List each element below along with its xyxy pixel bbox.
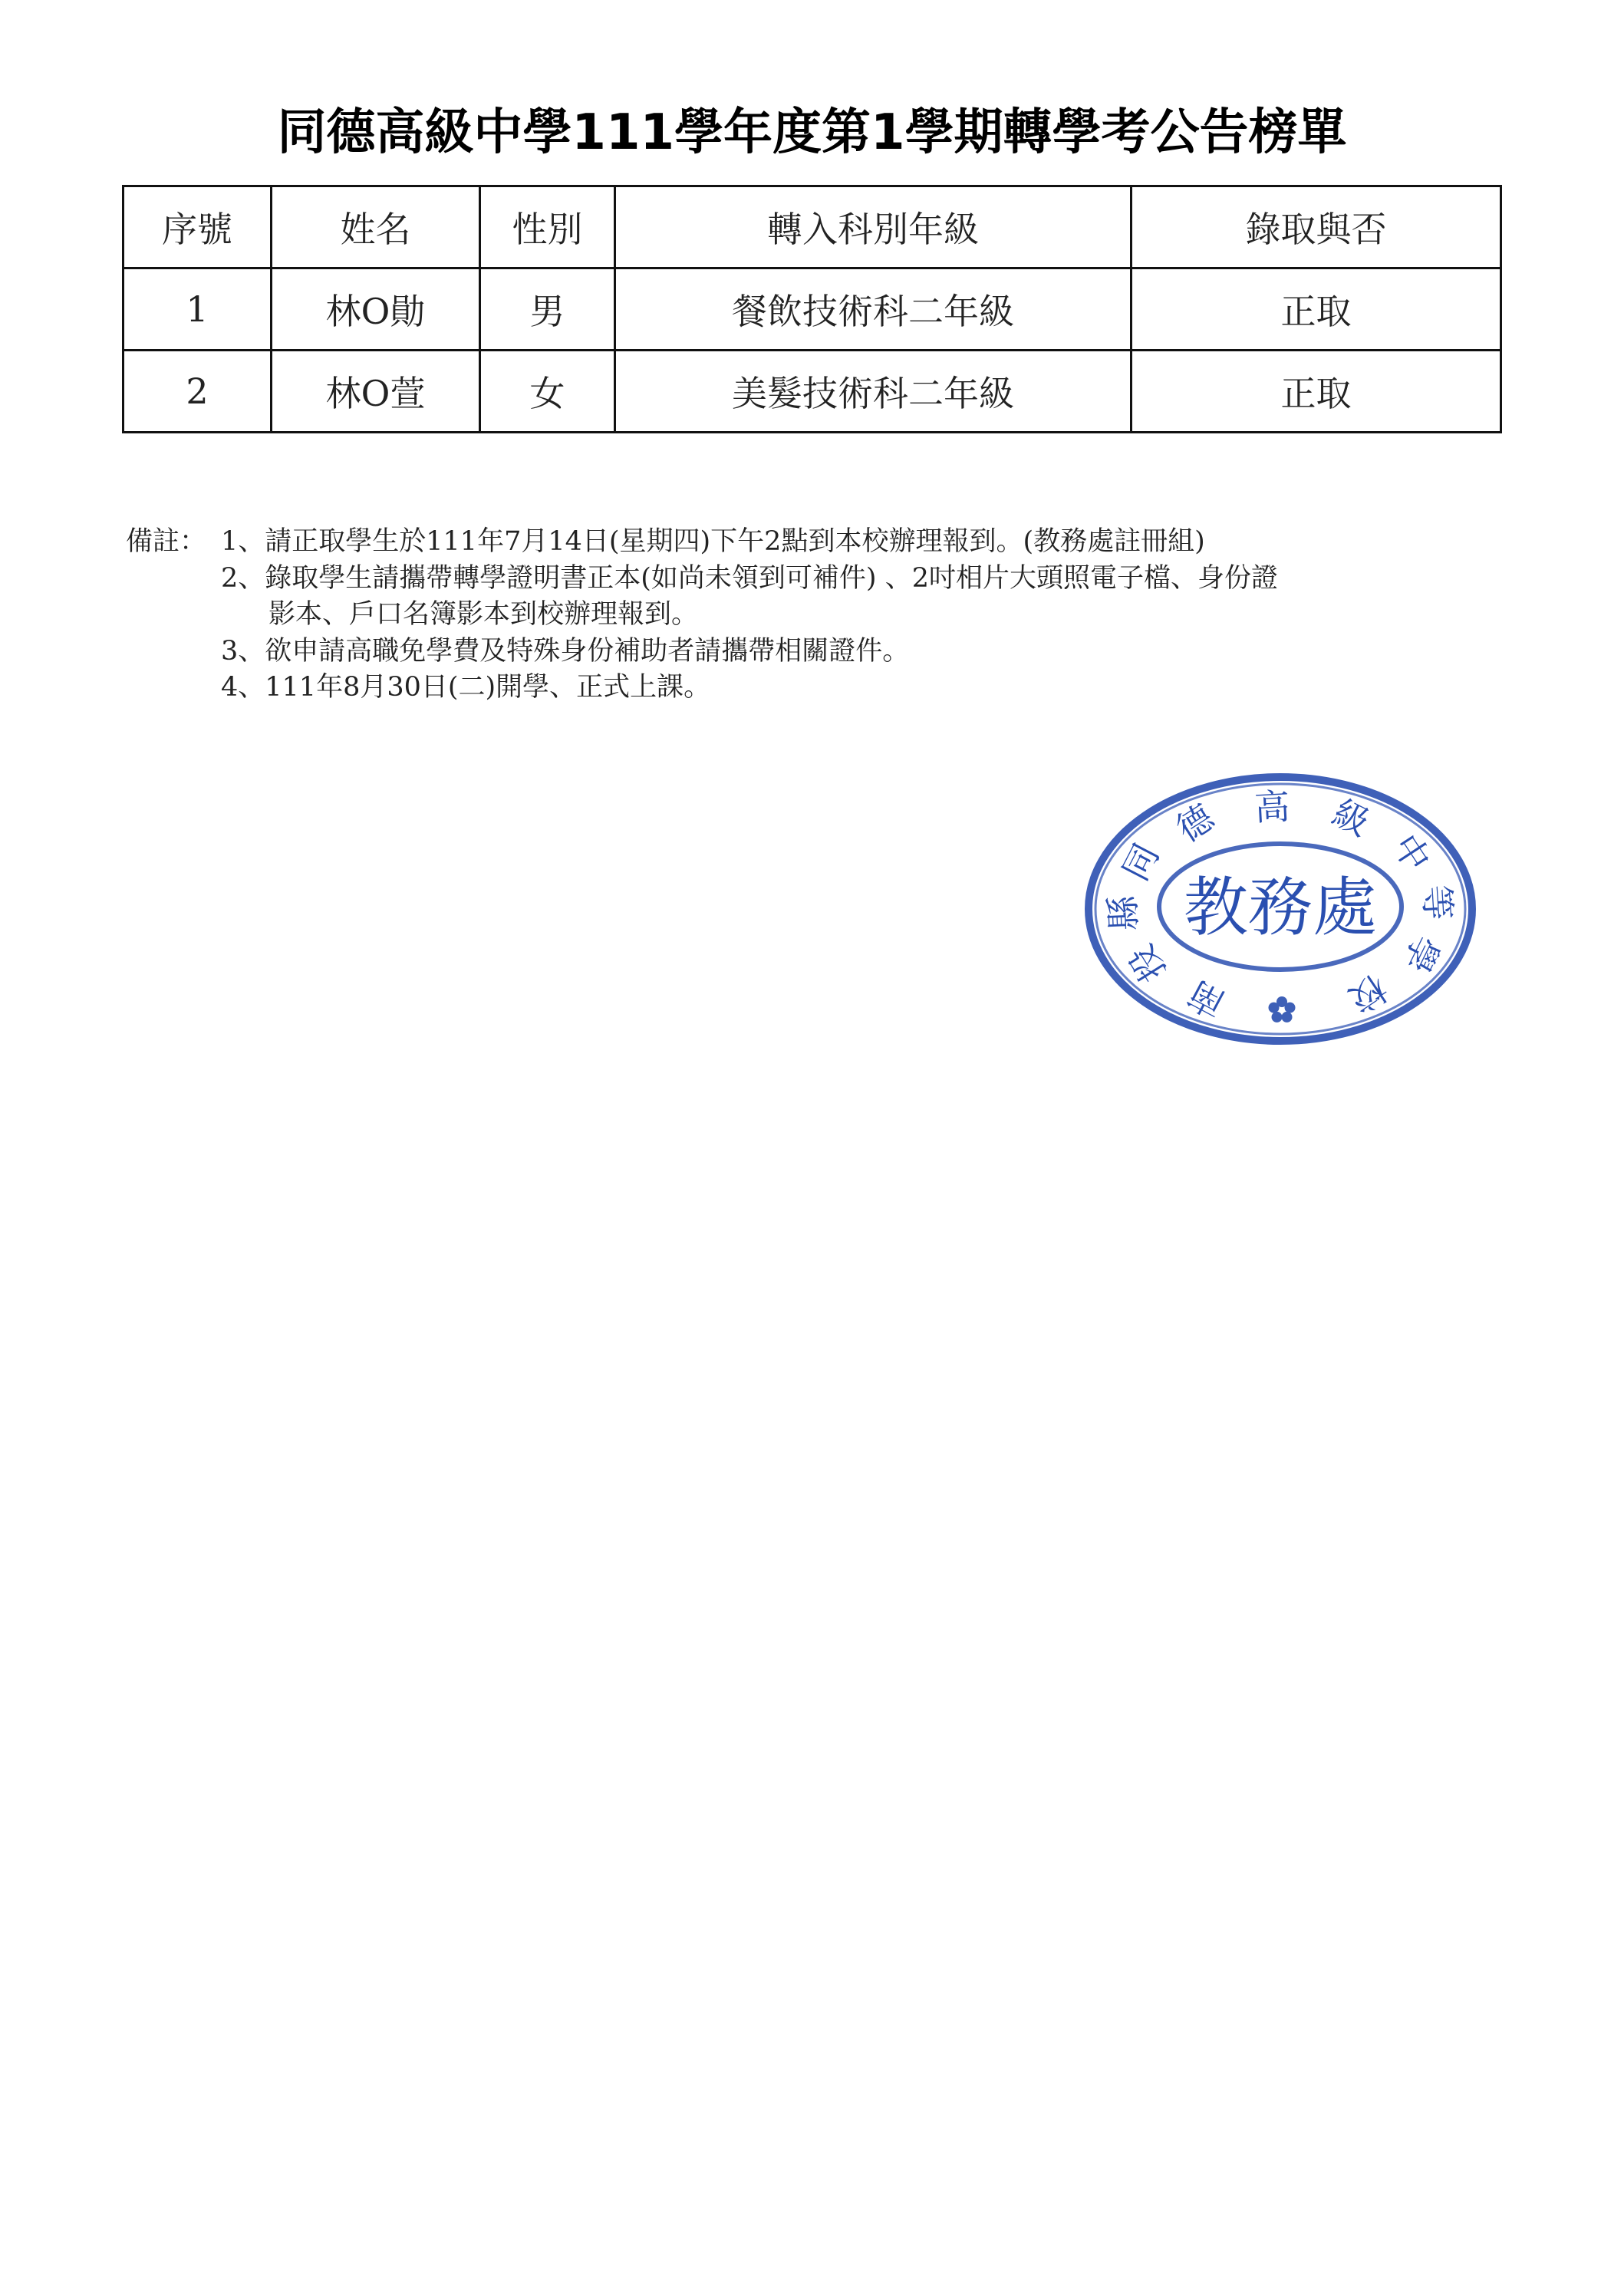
admission-table (122, 185, 1502, 433)
header-gender: 性別 (480, 186, 615, 268)
seal-ring-char: 級 (1326, 791, 1377, 845)
cell-name: 林O勛 (272, 268, 480, 351)
cell-admission-result: 正取 (1132, 351, 1501, 433)
note-item: 2、錄取學生請攜帶轉學證明書正本(如尚未領到可補件) 、2吋相片大頭照電子檔、身份證 (221, 562, 1278, 594)
cell-department-grade: 餐飲技術科二年級 (615, 268, 1132, 351)
seal-ring-char: 中 (1384, 826, 1439, 879)
header-name: 姓名 (272, 186, 480, 268)
note-item-continuation: 影本、戶口名簿影本到校辦理報到。 (268, 599, 699, 630)
seal-ring-char: 高 (1253, 785, 1291, 829)
table-row (124, 268, 1501, 351)
seal-ring-char: 同 (1114, 836, 1168, 888)
table-row (124, 351, 1501, 433)
seal-ring-char: 德 (1168, 796, 1221, 851)
cell-serial: 2 (124, 351, 272, 433)
note-item: 4、111年8月30日(二)開學、正式上課。 (221, 672, 711, 703)
seal-ring-char: 等 (1415, 883, 1459, 922)
cell-admission-result: 正取 (1132, 268, 1501, 351)
plum-blossom-icon (1269, 996, 1296, 1023)
seal-ring-char: 學 (1395, 929, 1448, 980)
cell-gender: 男 (480, 268, 615, 351)
header-department-grade: 轉入科別年級 (615, 186, 1132, 268)
header-admission-result: 錄取與否 (1132, 186, 1501, 268)
seal-ring-char: 南 (1181, 972, 1232, 1026)
header-serial: 序號 (124, 186, 272, 268)
note-item: 3、欲申請高職免學費及特殊身份補助者請攜帶相關證件。 (221, 635, 910, 667)
seal-ring-char: 縣 (1102, 894, 1145, 932)
seal-stamp (1080, 767, 1481, 1051)
academic-affairs-seal (1080, 767, 1481, 1051)
cell-gender: 女 (480, 351, 615, 433)
table-header-row (124, 186, 1501, 268)
notes-section (126, 524, 1430, 706)
notes-label: 備註： (126, 526, 207, 557)
cell-department-grade: 美髮技術科二年級 (615, 351, 1132, 433)
seal-ring-char: 投 (1120, 937, 1174, 990)
page-title: 同德高級中學111學年度第1學期轉學考公告榜單 (277, 104, 1347, 161)
note-item: 1、請正取學生於111年7月14日(星期四)下午2點到本校辦理報到。(教務處註冊組) (221, 526, 1205, 557)
seal-ring-char: 校 (1342, 967, 1395, 1021)
seal-center-text: 教務處 (1183, 870, 1378, 945)
cell-name: 林O萱 (272, 351, 480, 433)
cell-serial: 1 (124, 268, 272, 351)
